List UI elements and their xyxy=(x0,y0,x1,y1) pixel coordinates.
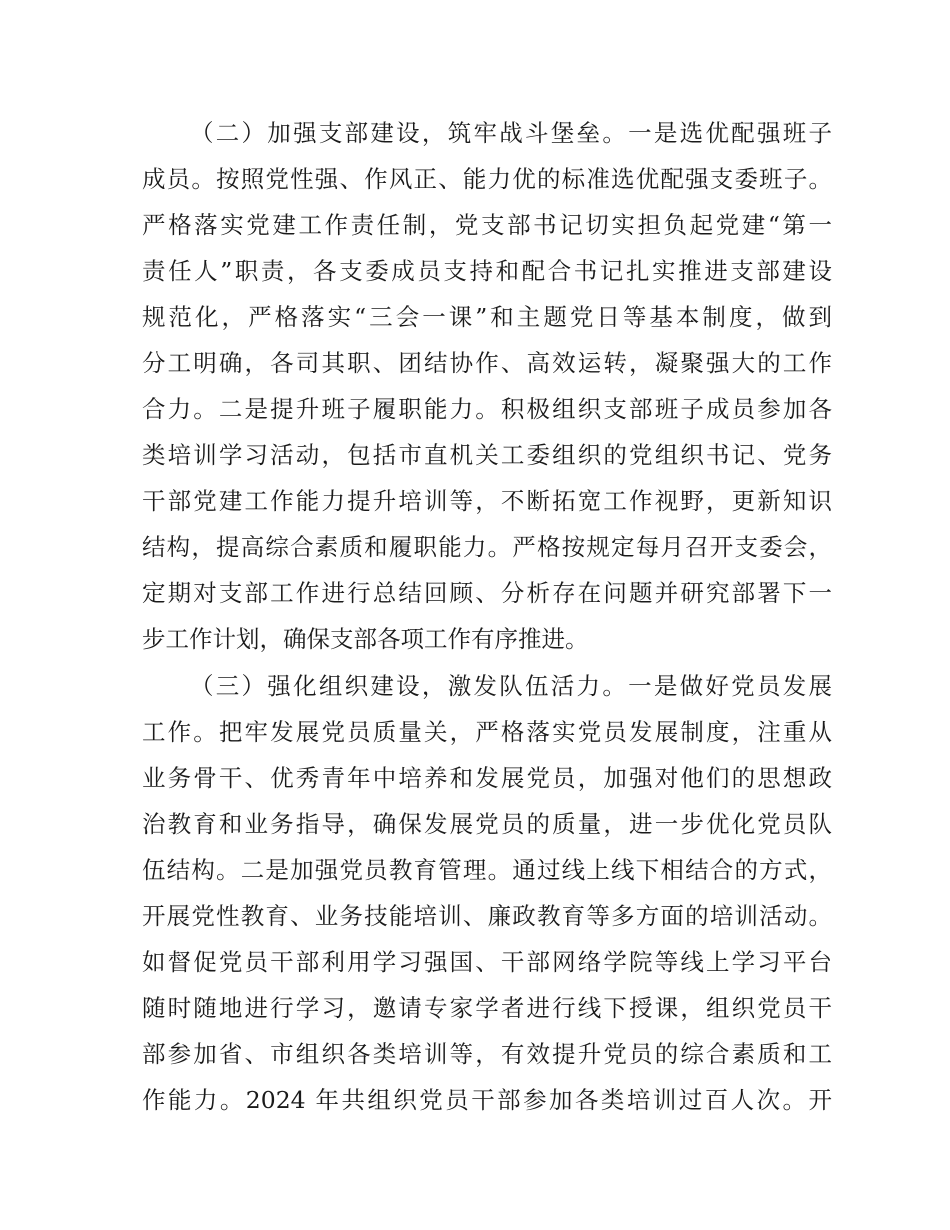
text-line: 治教育和业务指导，确保发展党员的质量，进一步优化党员队 xyxy=(142,810,832,838)
text-line: 严格落实党建工作责任制，党支部书记切实担负起党建“第一 xyxy=(142,211,832,239)
text-line: 步工作计划，确保支部各项工作有序推进。 xyxy=(142,625,589,653)
text-line: 伍结构。二是加强党员教育管理。通过线上线下相结合的方式， xyxy=(142,856,832,884)
text-line: （二）加强支部建设，筑牢战斗堡垒。一是选优配强班子 xyxy=(190,119,832,147)
text-line: 规范化，严格落实“三会一课”和主题党日等基本制度，做到 xyxy=(142,303,832,331)
text-line: 责任人”职责，各支委成员支持和配合书记扎实推进支部建设 xyxy=(142,257,832,285)
text-line: 如督促党员干部利用学习强国、干部网络学院等线上学习平台 xyxy=(142,948,832,976)
text-line: 成员。按照党性强、作风正、能力优的标准选优配强支委班子。 xyxy=(142,165,832,193)
text-line: 开展党性教育、业务技能培训、廉政教育等多方面的培训活动。 xyxy=(142,902,832,930)
text-line: 干部党建工作能力提升培训等，不断拓宽工作视野，更新知识 xyxy=(142,487,832,515)
text-line: 定期对支部工作进行总结回顾、分析存在问题并研究部署下一 xyxy=(142,579,832,607)
text-line: 工作。把牢发展党员质量关，严格落实党员发展制度，注重从 xyxy=(142,718,832,746)
text-line: （三）强化组织建设，激发队伍活力。一是做好党员发展 xyxy=(190,672,832,700)
text-line: 合力。二是提升班子履职能力。积极组织支部班子成员参加各 xyxy=(142,395,832,423)
text-line: 随时随地进行学习，邀请专家学者进行线下授课，组织党员干 xyxy=(142,994,832,1022)
text-line: 分工明确，各司其职、团结协作、高效运转，凝聚强大的工作 xyxy=(142,349,832,377)
text-line: 类培训学习活动，包括市直机关工委组织的党组织书记、党务 xyxy=(142,441,832,469)
text-line: 结构，提高综合素质和履职能力。严格按规定每月召开支委会， xyxy=(142,533,832,561)
text-line: 部参加省、市组织各类培训等，有效提升党员的综合素质和工 xyxy=(142,1040,832,1068)
text-line: 业务骨干、优秀青年中培养和发展党员，加强对他们的思想政 xyxy=(142,764,832,792)
text-line: 作能力。2024 年共组织党员干部参加各类培训过百人次。开 xyxy=(142,1086,832,1114)
